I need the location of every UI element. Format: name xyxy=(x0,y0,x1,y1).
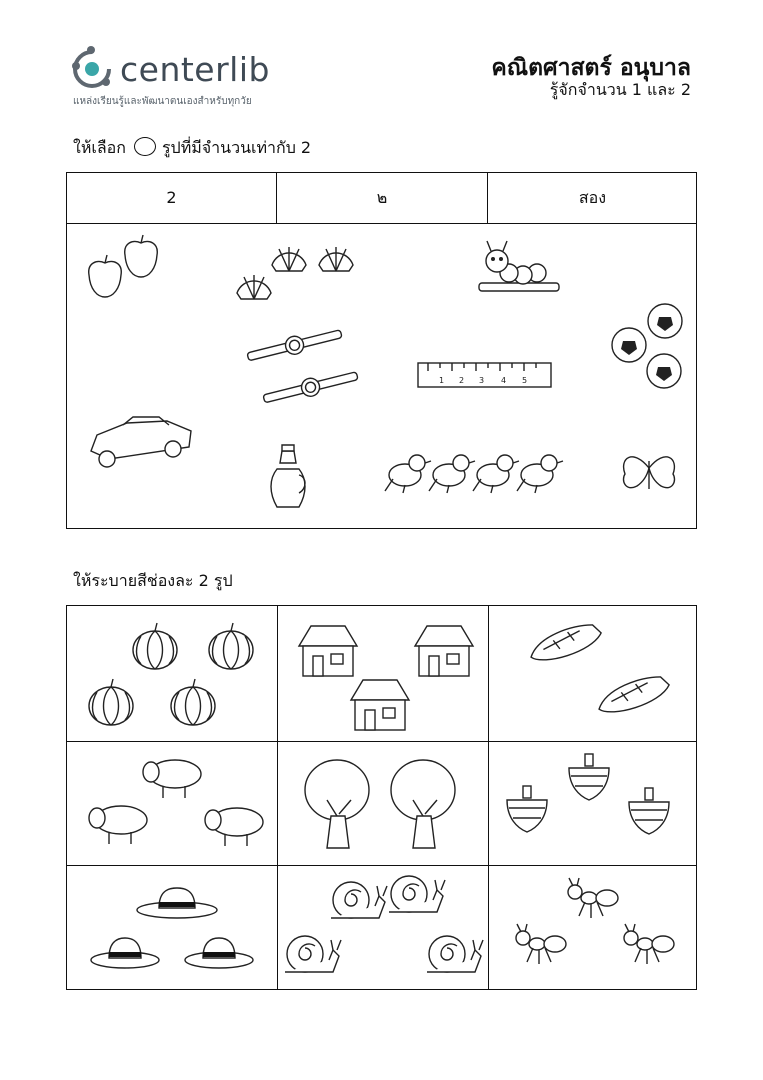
picture-area xyxy=(67,173,698,530)
apples-picture[interactable] xyxy=(89,235,158,297)
choice-table xyxy=(66,172,697,529)
car-picture[interactable] xyxy=(91,417,191,467)
instruction-suffix: รูปที่มีจำนวนเท่ากับ 2 xyxy=(161,138,312,157)
bottle-picture[interactable] xyxy=(271,445,305,507)
shells-picture[interactable] xyxy=(237,247,353,299)
birds-picture[interactable] xyxy=(385,455,563,493)
ruler-picture[interactable] xyxy=(418,363,551,387)
svg-text:2: 2 xyxy=(459,376,465,385)
brand-name: centerlib xyxy=(120,50,270,89)
coloring-table xyxy=(66,605,697,990)
soccer-balls-picture[interactable] xyxy=(612,304,682,388)
column-header-thai-numeral: ๒ xyxy=(277,173,488,223)
pumpkins-cell[interactable] xyxy=(89,623,253,725)
centerlib-logo xyxy=(70,44,120,94)
svg-text:3: 3 xyxy=(479,376,485,385)
watches-picture[interactable] xyxy=(246,325,360,408)
butterfly-picture[interactable] xyxy=(624,457,675,489)
snails-cell[interactable] xyxy=(285,876,483,972)
boats-cell[interactable] xyxy=(526,620,672,717)
page-subtitle: รู้จักจำนวน 1 และ 2 xyxy=(549,80,691,99)
column-header-arabic: 2 xyxy=(67,173,277,223)
svg-text:1: 1 xyxy=(439,376,445,385)
sheep-cell[interactable] xyxy=(89,760,263,846)
instruction-prefix: ให้เลือก xyxy=(73,138,126,157)
instruction-choose xyxy=(73,136,311,161)
spinning-tops-cell[interactable] xyxy=(507,754,669,834)
svg-text:5: 5 xyxy=(522,376,528,385)
caterpillar-picture[interactable] xyxy=(479,241,559,291)
hats-cell[interactable] xyxy=(91,888,253,968)
ants-cell[interactable] xyxy=(516,878,674,964)
houses-cell[interactable] xyxy=(299,626,473,730)
brand-tagline: แหล่งเรียนรู้และพัฒนาตนเองสำหรับทุกวัย xyxy=(73,96,252,107)
svg-text:4: 4 xyxy=(501,376,507,385)
coloring-pictures xyxy=(67,606,698,991)
trees-cell[interactable] xyxy=(305,760,455,848)
page-title: คณิตศาสตร์ อนุบาล xyxy=(491,55,691,81)
instruction-color: ให้ระบายสีช่องละ 2 รูป xyxy=(73,571,233,590)
circle-symbol xyxy=(134,137,156,156)
column-header-thai-word: สอง xyxy=(578,188,607,207)
